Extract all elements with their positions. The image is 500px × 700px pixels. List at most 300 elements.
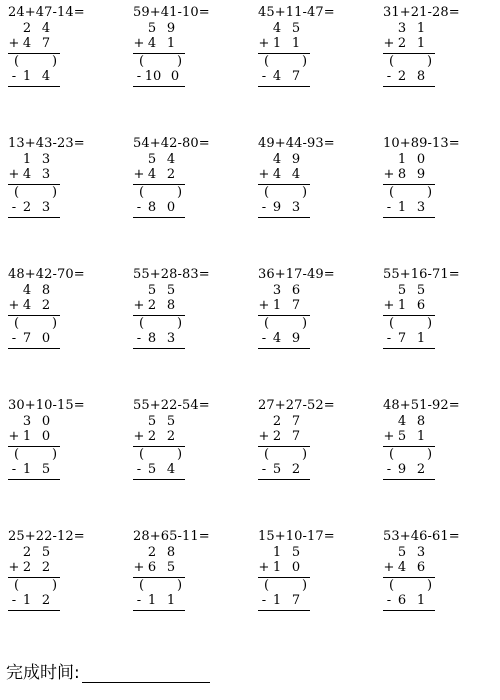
digit: 1 <box>416 429 426 444</box>
digit: 3 <box>41 200 51 215</box>
problem-block <box>250 393 375 524</box>
digit: 2 <box>41 560 51 575</box>
subtrahend-row <box>133 462 185 477</box>
plus-sign: + <box>258 36 270 51</box>
plus-sign: + <box>258 167 270 182</box>
answer-blank[interactable] <box>383 54 435 69</box>
addend-row <box>258 298 310 313</box>
paren-open: ( <box>139 578 145 593</box>
problem-expression: 30+10-15= <box>8 398 85 413</box>
digit: 3 <box>291 200 301 215</box>
digit: 1 <box>416 593 426 608</box>
addend-row <box>133 283 185 298</box>
answer-blank[interactable] <box>258 447 310 462</box>
paren-open: ( <box>389 447 395 462</box>
minus-sign: - <box>11 331 17 346</box>
subtrahend-row <box>258 200 310 215</box>
problem-expression: 55+22-54= <box>133 398 210 413</box>
paren-close: ) <box>427 54 433 69</box>
plus-sign: + <box>258 298 270 313</box>
plus-sign: + <box>8 560 20 575</box>
paren-close: ) <box>302 447 308 462</box>
problem-block <box>375 131 500 262</box>
problem-expression: 54+42-80= <box>133 136 210 151</box>
problem-expression: 31+21-28= <box>383 5 460 20</box>
problem-block <box>375 0 500 131</box>
digit: 9 <box>291 331 301 346</box>
difference-line <box>258 86 310 87</box>
difference-line <box>8 348 60 349</box>
digit: 7 <box>291 593 301 608</box>
minus-sign: - <box>261 462 267 477</box>
minus-sign: - <box>11 593 17 608</box>
paren-open: ( <box>14 578 20 593</box>
addend-row <box>133 167 185 182</box>
addend-row <box>8 167 60 182</box>
addend-row <box>258 152 310 167</box>
problem-expression: 55+28-83= <box>133 267 210 282</box>
plus-sign: + <box>383 560 395 575</box>
paren-open: ( <box>389 578 395 593</box>
minus-sign: - <box>261 69 267 84</box>
problem-expression: 55+16-71= <box>383 267 460 282</box>
difference-line <box>258 610 310 611</box>
answer-blank[interactable] <box>133 185 185 200</box>
answer-blank[interactable] <box>133 316 185 331</box>
paren-close: ) <box>52 316 58 331</box>
paren-close: ) <box>52 578 58 593</box>
answer-blank[interactable] <box>8 185 60 200</box>
plus-sign: + <box>133 429 145 444</box>
digit: 8 <box>166 545 176 560</box>
digit: 1 <box>22 462 32 477</box>
digit: 4 <box>272 69 282 84</box>
digit: 4 <box>22 167 32 182</box>
minus-sign: - <box>386 200 392 215</box>
addend-row <box>8 152 60 167</box>
minus-sign: - <box>136 462 142 477</box>
problem-expression: 15+10-17= <box>258 529 335 544</box>
vertical-calculation <box>383 283 435 349</box>
addend-row <box>133 545 185 560</box>
difference-line <box>383 610 435 611</box>
digit: 8 <box>416 414 426 429</box>
problem-block <box>125 0 250 131</box>
paren-open: ( <box>264 185 270 200</box>
vertical-calculation <box>133 21 185 87</box>
difference-line <box>133 86 185 87</box>
answer-blank[interactable] <box>258 185 310 200</box>
digit: 2 <box>397 69 407 84</box>
addend-row <box>258 167 310 182</box>
paren-open: ( <box>264 578 270 593</box>
answer-blank[interactable] <box>8 578 60 593</box>
digit: 1 <box>22 429 32 444</box>
problem-block <box>125 131 250 262</box>
digit: 7 <box>291 429 301 444</box>
minus-sign: - <box>386 331 392 346</box>
vertical-calculation <box>133 414 185 480</box>
digit: 8 <box>397 167 407 182</box>
completion-time-label: 完成时间: <box>6 663 80 683</box>
problem-block <box>0 524 125 655</box>
digit: 0 <box>41 429 51 444</box>
digit: 8 <box>41 283 51 298</box>
addend-row <box>258 545 310 560</box>
digit: 5 <box>147 283 157 298</box>
paren-open: ( <box>264 447 270 462</box>
answer-blank[interactable] <box>8 316 60 331</box>
digit: 1 <box>416 21 426 36</box>
problem-block <box>375 393 500 524</box>
plus-sign: + <box>133 298 145 313</box>
plus-sign: + <box>383 36 395 51</box>
subtrahend-row <box>383 69 435 84</box>
problem-expression: 36+17-49= <box>258 267 335 282</box>
digit: 0 <box>170 69 180 84</box>
addend-row <box>133 560 185 575</box>
digit: 4 <box>22 36 32 51</box>
plus-sign: + <box>8 36 20 51</box>
digit: 2 <box>272 429 282 444</box>
digit: 3 <box>166 331 176 346</box>
digit: 4 <box>166 152 176 167</box>
paren-close: ) <box>302 316 308 331</box>
problem-block <box>125 393 250 524</box>
digit: 4 <box>397 560 407 575</box>
digit: 5 <box>397 283 407 298</box>
digit: 2 <box>416 462 426 477</box>
addend-row <box>8 429 60 444</box>
digit: 1 <box>147 593 157 608</box>
digit: 9 <box>291 152 301 167</box>
digit: 4 <box>272 152 282 167</box>
digit: 7 <box>41 36 51 51</box>
paren-close: ) <box>177 316 183 331</box>
addend-row <box>8 21 60 36</box>
digit: 5 <box>272 462 282 477</box>
digit: 9 <box>416 167 426 182</box>
paren-open: ( <box>14 447 20 462</box>
subtrahend-row <box>8 69 60 84</box>
digit: 5 <box>41 545 51 560</box>
digit: 5 <box>291 21 301 36</box>
digit: 7 <box>291 69 301 84</box>
addend-row <box>133 414 185 429</box>
addend-row <box>8 283 60 298</box>
paren-close: ) <box>52 185 58 200</box>
subtrahend-row <box>258 593 310 608</box>
addend-row <box>133 36 185 51</box>
answer-blank[interactable] <box>383 578 435 593</box>
subtrahend-row <box>133 331 185 346</box>
problem-block <box>125 524 250 655</box>
digit: 2 <box>147 545 157 560</box>
digit: 2 <box>397 36 407 51</box>
completion-time-blank[interactable] <box>82 664 210 683</box>
answer-blank[interactable] <box>383 316 435 331</box>
digit: 7 <box>291 298 301 313</box>
difference-line <box>383 479 435 480</box>
minus-sign: - <box>386 69 392 84</box>
subtrahend-row <box>8 462 60 477</box>
addend-row <box>8 414 60 429</box>
problem-expression: 45+11-47= <box>258 5 335 20</box>
problem-block <box>0 262 125 393</box>
paren-open: ( <box>139 185 145 200</box>
difference-line <box>8 86 60 87</box>
digit: 7 <box>291 414 301 429</box>
digit: 0 <box>166 200 176 215</box>
subtrahend-row <box>383 200 435 215</box>
difference-line <box>258 348 310 349</box>
vertical-calculation <box>383 545 435 611</box>
addend-row <box>383 545 435 560</box>
minus-sign: - <box>136 69 142 84</box>
digit: 5 <box>147 21 157 36</box>
subtrahend-row <box>8 331 60 346</box>
digit: 5 <box>416 283 426 298</box>
digit: 1 <box>397 200 407 215</box>
addend-row <box>133 21 185 36</box>
addend-row <box>133 152 185 167</box>
paren-close: ) <box>177 185 183 200</box>
digit: 2 <box>166 429 176 444</box>
addend-row <box>258 560 310 575</box>
digit: 5 <box>166 283 176 298</box>
digit: 1 <box>22 69 32 84</box>
answer-blank[interactable] <box>133 447 185 462</box>
digit: 1 <box>166 593 176 608</box>
subtrahend-row <box>383 462 435 477</box>
problem-block <box>0 393 125 524</box>
digit: 4 <box>272 167 282 182</box>
plus-sign: + <box>258 429 270 444</box>
digit: 8 <box>166 298 176 313</box>
problem-block <box>375 262 500 393</box>
difference-line <box>258 479 310 480</box>
answer-blank[interactable] <box>258 316 310 331</box>
vertical-calculation <box>133 545 185 611</box>
minus-sign: - <box>261 200 267 215</box>
paren-open: ( <box>139 447 145 462</box>
paren-close: ) <box>52 447 58 462</box>
subtrahend-row <box>383 331 435 346</box>
digit: 3 <box>416 545 426 560</box>
vertical-calculation <box>8 283 60 349</box>
digit: 5 <box>41 462 51 477</box>
problem-expression: 53+46-61= <box>383 529 460 544</box>
problem-block <box>0 131 125 262</box>
digit: 5 <box>147 462 157 477</box>
digit: 0 <box>291 560 301 575</box>
vertical-calculation <box>8 152 60 218</box>
paren-open: ( <box>264 54 270 69</box>
digit: 7 <box>397 331 407 346</box>
vertical-calculation <box>8 21 60 87</box>
minus-sign: - <box>386 593 392 608</box>
digit: 1 <box>291 36 301 51</box>
subtrahend-row <box>8 200 60 215</box>
minus-sign: - <box>261 331 267 346</box>
plus-sign: + <box>133 167 145 182</box>
digit: 7 <box>22 331 32 346</box>
vertical-calculation <box>383 152 435 218</box>
plus-sign: + <box>383 298 395 313</box>
digit: 5 <box>397 429 407 444</box>
digit: 9 <box>272 200 282 215</box>
digit: 4 <box>41 69 51 84</box>
addend-row <box>383 167 435 182</box>
digit: 5 <box>147 152 157 167</box>
paren-close: ) <box>427 316 433 331</box>
vertical-calculation <box>133 283 185 349</box>
plus-sign: + <box>383 167 395 182</box>
problem-block <box>375 524 500 655</box>
subtrahend-row <box>8 593 60 608</box>
plus-sign: + <box>8 298 20 313</box>
difference-line <box>258 217 310 218</box>
problem-expression: 10+89-13= <box>383 136 460 151</box>
digit: 2 <box>22 21 32 36</box>
paren-close: ) <box>302 185 308 200</box>
problem-expression: 28+65-11= <box>133 529 210 544</box>
paren-open: ( <box>139 316 145 331</box>
answer-blank[interactable] <box>258 578 310 593</box>
digit: 6 <box>416 298 426 313</box>
digit: 8 <box>147 200 157 215</box>
addend-row <box>8 298 60 313</box>
addend-row <box>133 298 185 313</box>
difference-line <box>383 348 435 349</box>
digit: 2 <box>147 298 157 313</box>
difference-line <box>8 217 60 218</box>
digit: 8 <box>147 331 157 346</box>
digit: 1 <box>272 298 282 313</box>
digit: 2 <box>272 414 282 429</box>
plus-sign: + <box>383 429 395 444</box>
paren-open: ( <box>139 54 145 69</box>
minus-sign: - <box>136 593 142 608</box>
digit: 8 <box>416 69 426 84</box>
vertical-calculation <box>258 414 310 480</box>
paren-open: ( <box>389 185 395 200</box>
addend-row <box>383 21 435 36</box>
problem-expression: 27+27-52= <box>258 398 335 413</box>
minus-sign: - <box>386 462 392 477</box>
minus-sign: - <box>11 200 17 215</box>
digit: 4 <box>272 21 282 36</box>
answer-blank[interactable] <box>258 54 310 69</box>
difference-line <box>8 610 60 611</box>
digit: 0 <box>41 414 51 429</box>
addend-row <box>383 414 435 429</box>
difference-line <box>133 479 185 480</box>
paren-close: ) <box>427 578 433 593</box>
addend-row <box>133 429 185 444</box>
digit: 6 <box>147 560 157 575</box>
plus-sign: + <box>258 560 270 575</box>
problem-expression: 48+42-70= <box>8 267 85 282</box>
answer-blank[interactable] <box>383 447 435 462</box>
addend-row <box>8 36 60 51</box>
digit: 6 <box>416 560 426 575</box>
digit: 4 <box>147 167 157 182</box>
vertical-calculation <box>258 545 310 611</box>
paren-open: ( <box>264 316 270 331</box>
paren-close: ) <box>427 185 433 200</box>
subtrahend-row <box>383 593 435 608</box>
addend-row <box>258 414 310 429</box>
digit: 5 <box>166 414 176 429</box>
problem-expression: 13+43-23= <box>8 136 85 151</box>
addend-row <box>258 21 310 36</box>
difference-line <box>383 86 435 87</box>
subtrahend-row <box>133 69 185 84</box>
digit: 2 <box>22 545 32 560</box>
minus-sign: - <box>136 200 142 215</box>
digit: 1 <box>397 152 407 167</box>
paren-close: ) <box>177 54 183 69</box>
digit: 1 <box>416 331 426 346</box>
paren-open: ( <box>14 54 20 69</box>
problem-block <box>250 131 375 262</box>
digit: 4 <box>22 283 32 298</box>
problem-expression: 25+22-12= <box>8 529 85 544</box>
vertical-calculation <box>258 283 310 349</box>
difference-line <box>383 217 435 218</box>
plus-sign: + <box>133 560 145 575</box>
paren-close: ) <box>177 578 183 593</box>
difference-line <box>8 479 60 480</box>
digit: 10 <box>144 69 162 84</box>
digit: 3 <box>416 200 426 215</box>
answer-blank[interactable] <box>133 54 185 69</box>
problem-expression: 48+51-92= <box>383 398 460 413</box>
digit: 3 <box>397 21 407 36</box>
subtrahend-row <box>258 462 310 477</box>
digit: 1 <box>397 298 407 313</box>
addend-row <box>383 152 435 167</box>
digit: 4 <box>147 36 157 51</box>
problem-block <box>125 262 250 393</box>
problem-block <box>250 0 375 131</box>
digit: 3 <box>22 414 32 429</box>
subtrahend-row <box>133 593 185 608</box>
digit: 6 <box>291 283 301 298</box>
digit: 1 <box>22 593 32 608</box>
digit: 2 <box>41 593 51 608</box>
minus-sign: - <box>261 593 267 608</box>
digit: 2 <box>291 462 301 477</box>
paren-close: ) <box>177 447 183 462</box>
vertical-calculation <box>258 21 310 87</box>
plus-sign: + <box>133 36 145 51</box>
digit: 6 <box>397 593 407 608</box>
answer-blank[interactable] <box>8 447 60 462</box>
answer-blank[interactable] <box>133 578 185 593</box>
digit: 0 <box>416 152 426 167</box>
paren-close: ) <box>302 54 308 69</box>
addend-row <box>383 298 435 313</box>
digit: 1 <box>416 36 426 51</box>
problem-expression: 59+41-10= <box>133 5 210 20</box>
vertical-calculation <box>8 414 60 480</box>
difference-line <box>133 217 185 218</box>
answer-blank[interactable] <box>8 54 60 69</box>
digit: 1 <box>166 36 176 51</box>
answer-blank[interactable] <box>383 185 435 200</box>
